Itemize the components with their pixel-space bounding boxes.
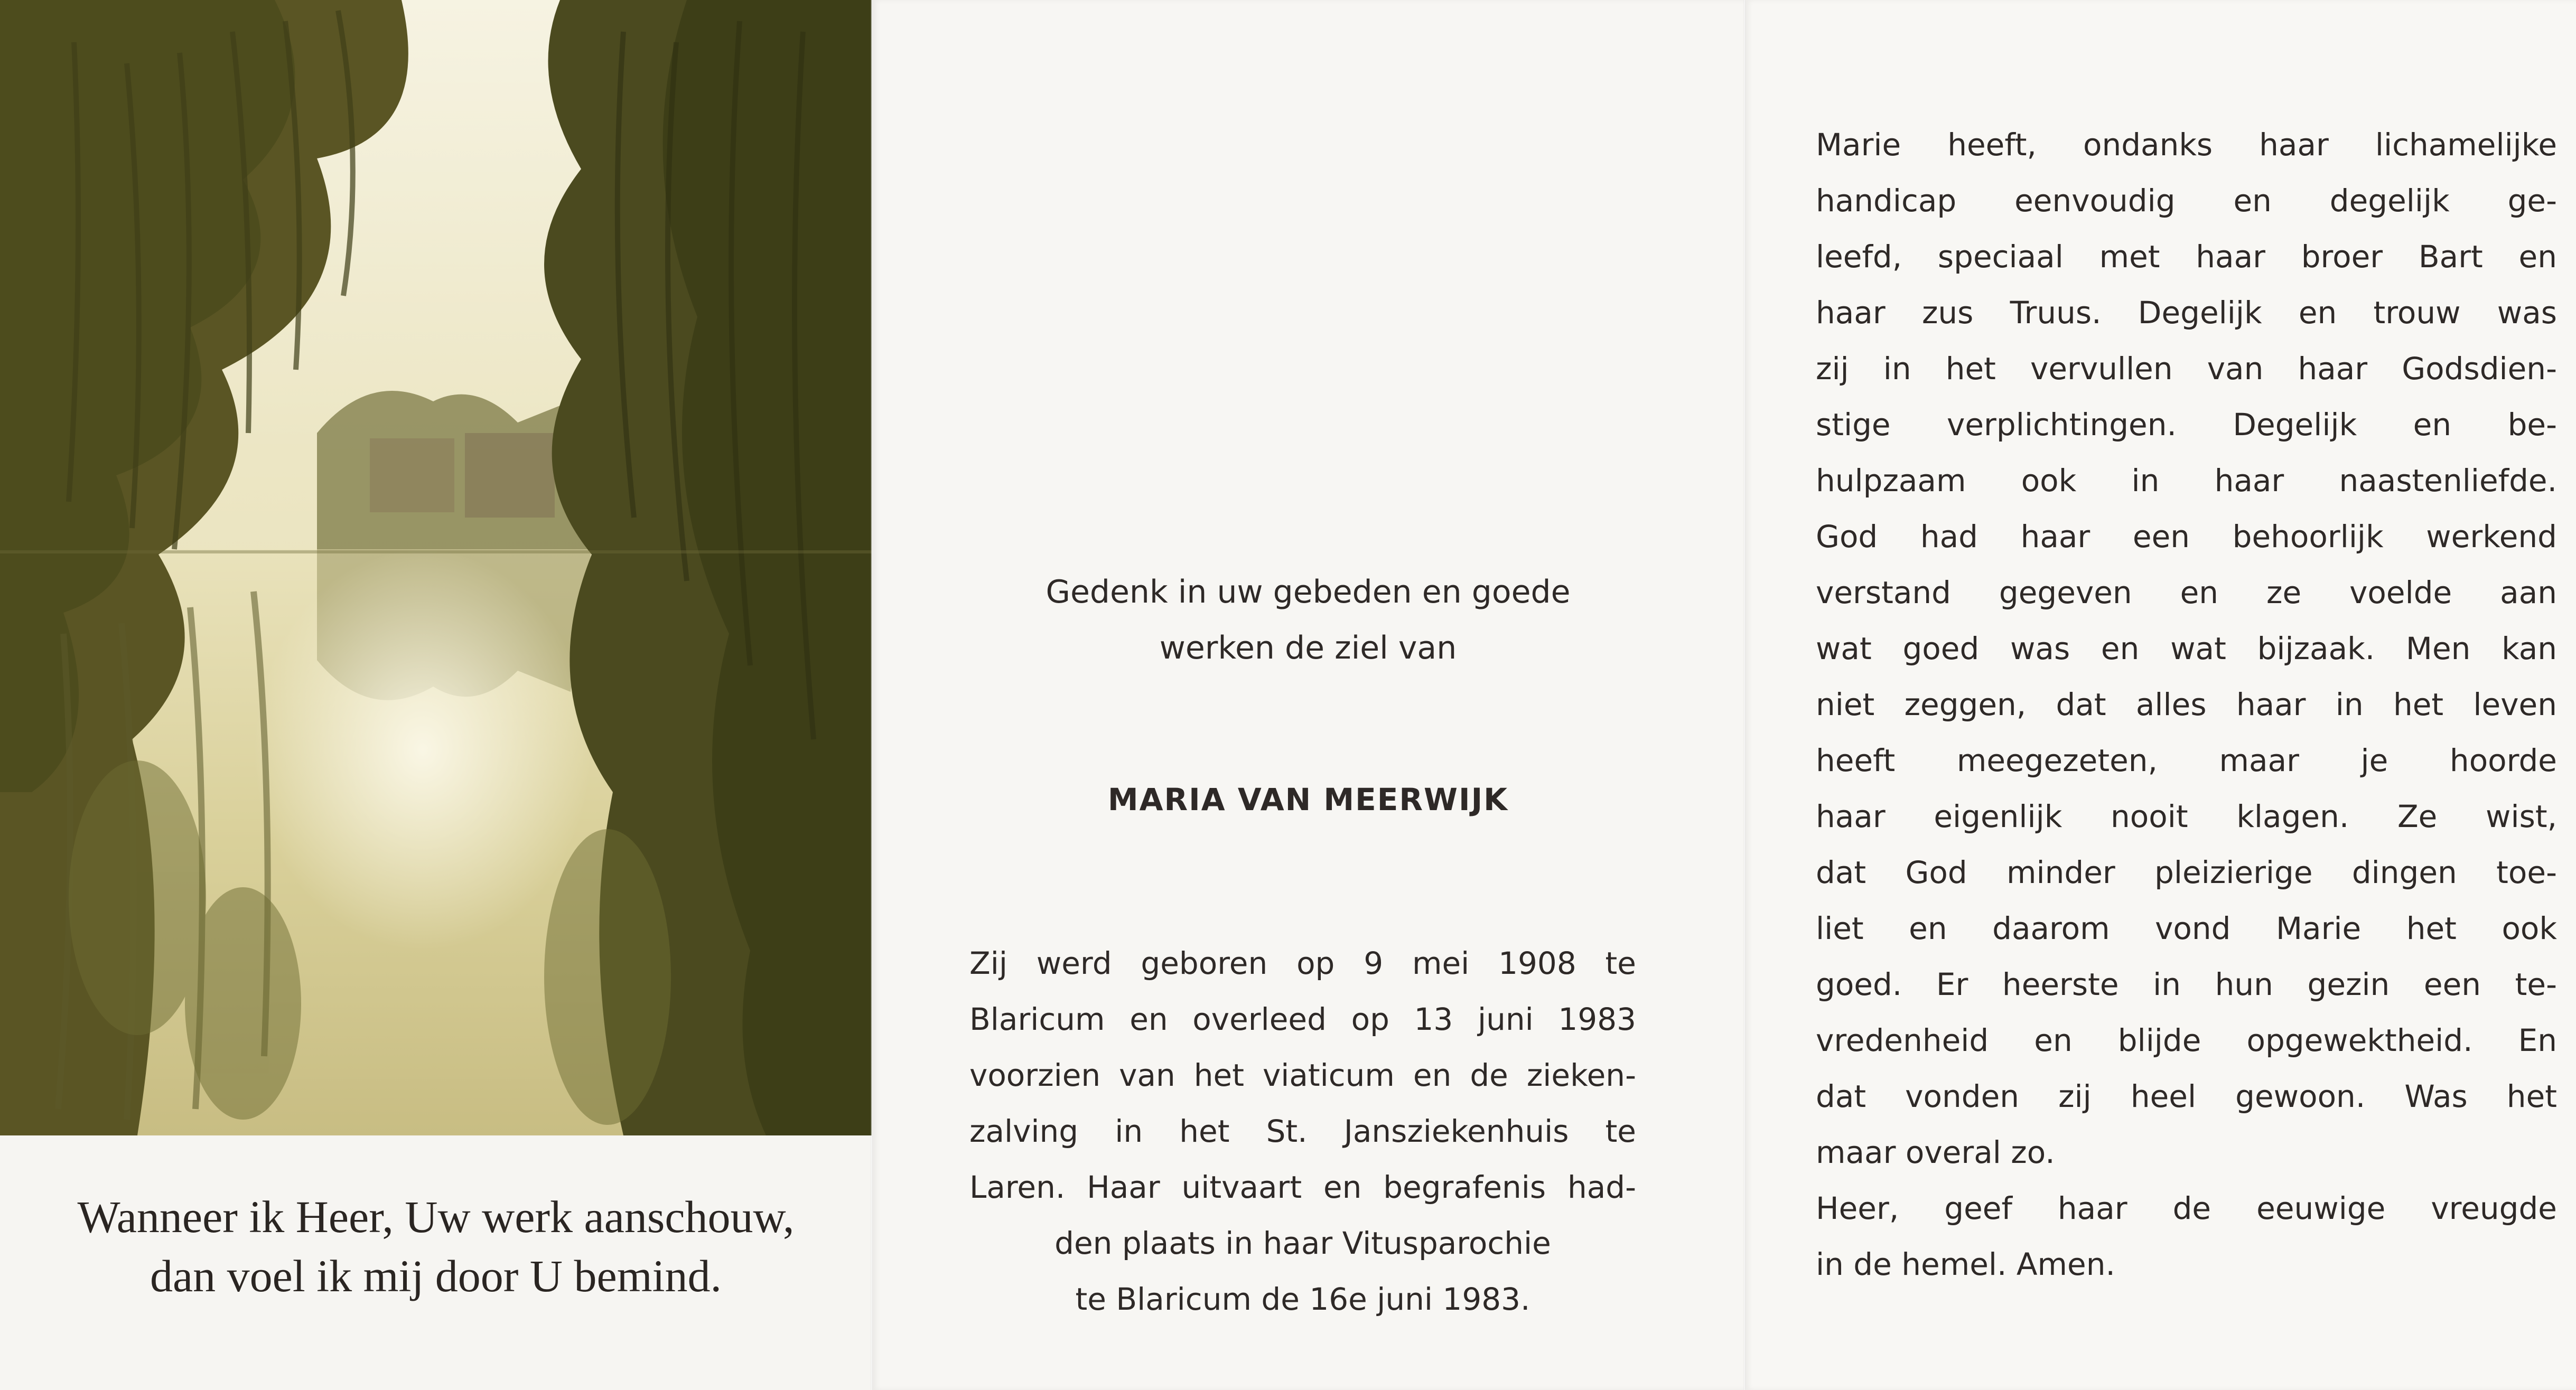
bio-line: Zij werd geboren op 9 mei 1908 te <box>969 945 1636 981</box>
bio-line: zalving in het St. Jansziekenhuis te <box>969 1113 1636 1149</box>
bio-line: Laren. Haar uitvaart en begrafenis had- <box>969 1169 1636 1205</box>
intro-text <box>872 564 1744 676</box>
tribute-line: haar eigenlijk nooit klagen. Ze wist, <box>1816 799 2557 834</box>
left-panel <box>0 0 872 1390</box>
tribute-line: handicap eenvoudig en degelijk ge- <box>1816 183 2557 219</box>
caption-line: dan voel ik mij door U bemind. <box>150 1251 722 1301</box>
bio-line: te Blaricum de 16e juni 1983. <box>1075 1281 1530 1317</box>
tribute-line: liet en daarom vond Marie het ook <box>1816 910 2557 946</box>
bio-line: den plaats in haar Vitusparochie <box>1054 1225 1551 1261</box>
tribute-line: haar zus Truus. Degelijk en trouw was <box>1816 295 2557 331</box>
caption-line: Wanneer ik Heer, Uw werk aanschouw, <box>77 1191 795 1242</box>
tribute-line: wat goed was en wat bijzaak. Men kan <box>1816 631 2557 666</box>
right-panel <box>1744 0 2576 1390</box>
biography-text <box>969 935 1636 1327</box>
fold-line <box>871 0 873 1390</box>
tribute-line: leefd, speciaal met haar broer Bart en <box>1816 239 2557 275</box>
tribute-line: zij in het vervullen van haar Godsdien- <box>1816 351 2557 387</box>
tribute-line: in de hemel. Amen. <box>1816 1246 2115 1282</box>
tribute-line: vredenheid en blijde opgewektheid. En <box>1816 1022 2557 1058</box>
tribute-line: heeft meegezeten, maar je hoorde <box>1816 743 2557 778</box>
bio-line: Blaricum en overleed op 13 juni 1983 <box>969 1001 1636 1037</box>
fold-line <box>1743 0 1746 1390</box>
tribute-line: dat vonden zij heel gewoon. Was het <box>1816 1078 2557 1114</box>
tribute-line: verstand gegeven en ze voelde aan <box>1816 575 2557 611</box>
middle-panel <box>872 0 1744 1390</box>
tribute-line: Marie heeft, ondanks haar lichamelijke <box>1816 127 2557 163</box>
caption-verse <box>0 1187 872 1306</box>
tribute-line: dat God minder pleizierige dingen toe- <box>1816 854 2557 890</box>
deceased-name: MARIA VAN MEERWIJK <box>1107 782 1509 818</box>
tribute-line: niet zeggen, dat alles haar in het leven <box>1816 687 2557 722</box>
willow-pond-photo <box>0 0 872 1135</box>
tribute-line: hulpzaam ook in haar naastenliefde. <box>1816 463 2557 499</box>
tribute-line: stige verplichtingen. Degelijk en be- <box>1816 407 2557 443</box>
intro-line: Gedenk in uw gebeden en goede <box>1046 574 1571 611</box>
bio-line: voorzien van het viaticum en de zieken- <box>969 1057 1636 1093</box>
intro-line: werken de ziel van <box>1159 630 1457 666</box>
tribute-line: goed. Er heerste in hun gezin een te- <box>1816 966 2557 1002</box>
tribute-text <box>1816 117 2557 1292</box>
tribute-line: Heer, geef haar de eeuwige vreugde <box>1816 1190 2557 1226</box>
tribute-line: maar overal zo. <box>1816 1134 2055 1170</box>
tribute-line: God had haar een behoorlijk werkend <box>1816 519 2557 555</box>
